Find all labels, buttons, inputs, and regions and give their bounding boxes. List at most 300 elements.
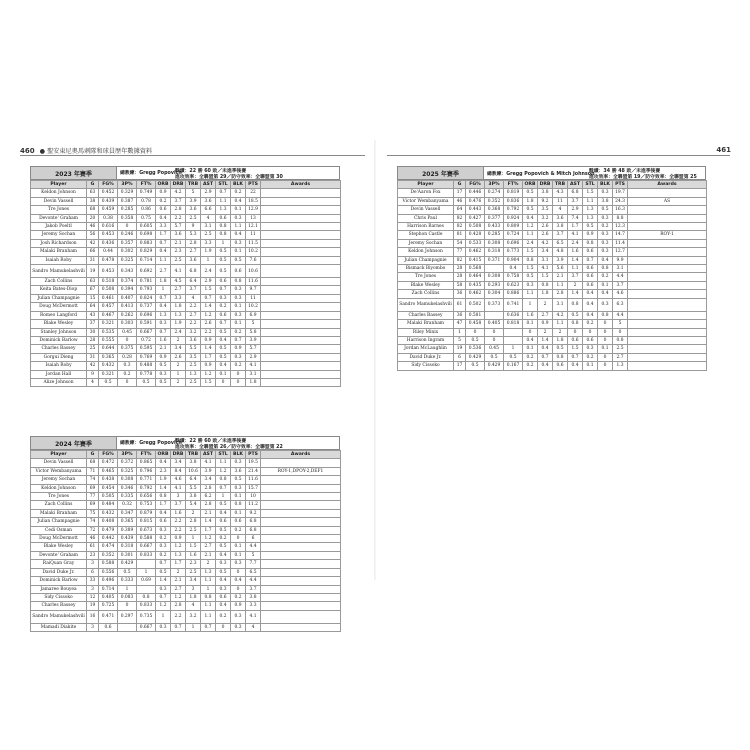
stat-cell: 4.2 <box>553 311 568 319</box>
stat-cell: 17 <box>454 189 466 197</box>
stat-cell: 0.4 <box>523 214 538 222</box>
stat-cell: 0.725 <box>99 602 118 610</box>
season-label: 2024 年賽季 <box>30 436 117 450</box>
stat-cell: 1.8 <box>171 303 186 311</box>
left-page-number: 460 <box>20 147 35 155</box>
stat-cell: 24.3 <box>613 197 628 205</box>
stat-cell <box>261 602 341 610</box>
stat-cell: 0.5 <box>523 273 538 281</box>
stat-cell: 5.6 <box>553 265 568 273</box>
stat-cell: 1 <box>216 239 231 247</box>
stat-cell: 0.6 <box>583 336 598 344</box>
stat-cell: 0.8 <box>216 223 231 231</box>
player-name-cell: Sidy Cissoko <box>398 362 454 370</box>
stat-cell: 0.408 <box>99 518 118 526</box>
stat-cell: 0.4 <box>216 509 231 517</box>
stat-cell: 0.605 <box>137 223 156 231</box>
stat-cell: 1.3 <box>186 370 201 378</box>
stat-cell: 46 <box>454 197 466 205</box>
stat-cell: 1.9 <box>171 320 186 328</box>
stat-cell: 0.5 <box>216 265 231 278</box>
stat-cell: 1.1 <box>568 265 583 273</box>
stat-cell: 2 <box>186 509 201 517</box>
table-row <box>398 197 707 205</box>
stat-cell: 1.2 <box>216 467 231 475</box>
stat-cell: 1 <box>201 256 216 264</box>
stat-cell: 16.3 <box>613 206 628 214</box>
stat-cell: 0.883 <box>137 239 156 247</box>
player-name-cell: Malaki Branham <box>31 248 87 256</box>
stat-cell: 3.7 <box>186 286 201 294</box>
stat-cell: 2 <box>553 328 568 336</box>
stat-cell: 0.304 <box>485 290 504 298</box>
stat-cell: 4.6 <box>171 476 186 484</box>
stat-cell: 82 <box>454 256 466 264</box>
season-label: 2023 年賽季 <box>30 166 117 180</box>
stat-cell: 82 <box>454 223 466 231</box>
player-name-cell: Devonte' Graham <box>31 551 87 559</box>
record-line: 戰績：22 勝 60 敗／未進季後賽 <box>175 168 247 174</box>
stat-cell <box>628 265 707 273</box>
stat-cell: 12.3 <box>613 223 628 231</box>
stat-cell <box>628 239 707 247</box>
player-name-cell: Victor Wembanyama <box>398 197 454 205</box>
stat-cell: 1.8 <box>186 593 201 601</box>
stat-cell <box>261 206 341 214</box>
stat-cell: 1.8 <box>523 197 538 205</box>
player-name-cell: Sandro Mamukelashvili <box>31 610 87 623</box>
column-header: PTS <box>613 181 628 189</box>
stat-cell: 11 <box>246 294 261 302</box>
stat-cell: 3.7 <box>171 197 186 205</box>
stat-cell: 16 <box>87 610 99 623</box>
stat-cell: 0.377 <box>485 214 504 222</box>
stat-cell: AS <box>628 197 707 205</box>
stat-cell: 0.4 <box>156 303 171 311</box>
stat-cell: 0.818 <box>504 320 523 328</box>
player-name-cell: David Duke Jr. <box>398 353 454 361</box>
stat-cell: 1.4 <box>156 484 171 492</box>
stat-cell: 0.7 <box>583 256 598 264</box>
stat-cell: 0.644 <box>99 345 118 353</box>
stat-cell: 1.7 <box>201 526 216 534</box>
stat-cell: 28 <box>87 336 99 344</box>
table-row <box>31 610 341 623</box>
stat-cell: 0.28 <box>118 353 137 361</box>
stat-cell: 0.4 <box>583 290 598 298</box>
stat-cell: 0.698 <box>137 231 156 239</box>
column-header: STL <box>583 181 598 189</box>
stat-cell: 0.3 <box>216 560 231 568</box>
table-row <box>398 362 707 370</box>
stat-cell: 0.462 <box>466 248 485 256</box>
stat-cell: 0.568 <box>466 265 485 273</box>
player-name-cell: RaiQuan Gray <box>31 560 87 568</box>
stat-cell: 2 <box>568 281 583 289</box>
stat-cell <box>504 336 523 344</box>
stat-cell: 0.374 <box>118 278 137 286</box>
stat-cell: 0.735 <box>137 610 156 623</box>
player-name-cell: De'Aaron Fox <box>398 189 454 197</box>
stat-cell: 1 <box>156 610 171 623</box>
stat-cell: 0.371 <box>485 256 504 264</box>
stat-cell: 0.588 <box>137 535 156 543</box>
table-row <box>398 353 707 361</box>
stat-cell: 1.1 <box>156 256 171 264</box>
stat-cell: 2.2 <box>171 214 186 222</box>
stat-cell: 5 <box>454 336 466 344</box>
stat-cell: 0.667 <box>137 543 156 551</box>
table-row <box>31 256 341 264</box>
stat-cell: 2.9 <box>201 189 216 197</box>
stat-cell: 1 <box>186 623 201 631</box>
stat-cell: 3.6 <box>186 206 201 214</box>
stat-cell: 0.435 <box>466 281 485 289</box>
table-row <box>398 231 707 239</box>
player-name-cell: Harrison Ingram <box>398 336 454 344</box>
stat-cell: 0 <box>231 535 246 543</box>
stat-cell <box>261 320 341 328</box>
stat-cell: 1.6 <box>523 311 538 319</box>
stat-cell: 3.9 <box>553 256 568 264</box>
stat-cell: 0.4 <box>231 197 246 205</box>
stat-cell: 72 <box>87 526 99 534</box>
stat-cell: 4.4 <box>246 543 261 551</box>
stat-cell <box>628 206 707 214</box>
stat-cell: 7.4 <box>568 214 583 222</box>
table-row <box>31 593 341 601</box>
stat-cell: 12 <box>87 593 99 601</box>
stat-cell: 1.1 <box>231 223 246 231</box>
stat-cell: 3.3 <box>171 294 186 302</box>
stat-cell <box>261 459 341 467</box>
table-row <box>31 543 341 551</box>
player-name-cell: Dominick Barlow <box>31 577 87 585</box>
stat-cell: 0.6 <box>583 248 598 256</box>
stat-cell: 1.1 <box>553 320 568 328</box>
stat-cell: 0.7 <box>156 560 171 568</box>
stat-cell: 2.9 <box>568 206 583 214</box>
stat-cell: 0 <box>598 336 613 344</box>
stat-cell: 2.7 <box>186 248 201 256</box>
stat-cell: 1.7 <box>156 501 171 509</box>
stat-cell: 0.7 <box>568 353 583 361</box>
stat-cell <box>261 336 341 344</box>
stat-cell: 2.2 <box>186 320 201 328</box>
stat-cell: 0.6 <box>99 623 118 631</box>
stat-cell: 0 <box>598 328 613 336</box>
stat-cell: 0 <box>231 378 246 386</box>
stat-cell: 0.8 <box>201 593 216 601</box>
stat-cell: 0.792 <box>504 206 523 214</box>
stat-cell: 2.7 <box>171 286 186 294</box>
stat-cell <box>261 370 341 378</box>
stat-cell: 0.303 <box>118 320 137 328</box>
stat-cell: 0.471 <box>99 610 118 623</box>
player-name-cell: Chris Paul <box>398 214 454 222</box>
left-page-title: 聖安東尼奧馬刺隊和球員歷年數據資料 <box>46 148 153 155</box>
stat-cell: 0.6 <box>216 311 231 319</box>
table-row <box>31 206 341 214</box>
stat-cell: 2.4 <box>171 328 186 336</box>
stat-cell: 1.2 <box>201 370 216 378</box>
stat-cell: 1.1 <box>201 610 216 623</box>
stat-cell: 1 <box>504 345 523 353</box>
table-row <box>398 336 707 344</box>
stat-cell: 0.7 <box>156 328 171 336</box>
stat-cell: 2.8 <box>186 518 201 526</box>
stat-cell: 0.3 <box>231 560 246 568</box>
stat-cell: 4.8 <box>553 248 568 256</box>
stat-cell: 0.667 <box>137 623 156 631</box>
table-row <box>398 265 707 273</box>
table-row <box>31 214 341 222</box>
player-name-cell: Sandro Mamukelashvili <box>398 298 454 311</box>
stat-cell: 0.478 <box>99 256 118 264</box>
table-row <box>31 551 341 559</box>
stat-cell: 0.5 <box>216 501 231 509</box>
stat-cell: 0.4 <box>216 362 231 370</box>
stat-cell: 0.1 <box>583 362 598 370</box>
table-header-row <box>31 451 341 459</box>
stat-cell: 0.3 <box>156 543 171 551</box>
stat-cell: 1.8 <box>553 336 568 344</box>
stat-cell: 0.749 <box>137 189 156 197</box>
stat-cell: 1 <box>201 585 216 593</box>
player-name-cell: Zach Collins <box>398 290 454 298</box>
stat-cell: 0 <box>231 370 246 378</box>
stat-cell: 6.5 <box>553 239 568 247</box>
stat-cell: 2.5 <box>186 568 201 576</box>
stat-cell: 0.836 <box>504 197 523 205</box>
stat-cell: 0.3 <box>156 320 171 328</box>
stat-cell: 0 <box>598 320 613 328</box>
stat-cell: 0 <box>485 328 504 336</box>
stat-cell: 2.5 <box>186 526 201 534</box>
stat-cell <box>628 362 707 370</box>
stat-cell: 0.3 <box>231 311 246 319</box>
stat-cell: 0.4 <box>156 214 171 222</box>
stat-cell: 2.1 <box>171 239 186 247</box>
stat-cell: 1.3 <box>201 568 216 576</box>
stat-cell: 0.5 <box>523 206 538 214</box>
stat-cell <box>261 223 341 231</box>
stat-cell: 1.5 <box>583 189 598 197</box>
stat-cell: 2.5 <box>186 214 201 222</box>
stat-cell: 0.4 <box>156 459 171 467</box>
table-row <box>31 328 341 336</box>
stat-cell: 0.5 <box>137 378 156 386</box>
stat-cell: 0.815 <box>137 518 156 526</box>
player-name-cell: Bismack Biyombo <box>398 265 454 273</box>
stat-cell: 2.7 <box>186 311 201 319</box>
table-row <box>31 568 341 576</box>
stat-cell <box>261 214 341 222</box>
stat-cell: 0.9 <box>201 362 216 370</box>
stat-cell: 9.9 <box>613 256 628 264</box>
stat-cell: 0.3 <box>231 286 246 294</box>
stat-cell: 1 <box>186 535 201 543</box>
stat-cell <box>261 585 341 593</box>
stat-cell: 0.308 <box>118 476 137 484</box>
stat-cell: 4 <box>201 214 216 222</box>
stat-cell: 2.8 <box>201 484 216 492</box>
table-row <box>398 214 707 222</box>
column-header: Player <box>31 451 87 459</box>
stat-cell: 6.8 <box>246 518 261 526</box>
stat-cell: 6 <box>87 568 99 576</box>
stat-cell: 2.6 <box>538 223 553 231</box>
stat-cell: 0.8 <box>523 256 538 264</box>
stat-cell: 0.2 <box>231 328 246 336</box>
stat-cell: 0.5 <box>231 256 246 264</box>
column-header: 3P% <box>485 181 504 189</box>
stat-cell: 22 <box>246 189 261 197</box>
stat-cell: 0.5 <box>216 248 231 256</box>
table-row <box>31 239 341 247</box>
stat-cell: 0.4 <box>568 362 583 370</box>
table-row <box>31 231 341 239</box>
stat-cell: 2.1 <box>156 345 171 353</box>
stat-cell: 0.454 <box>99 484 118 492</box>
stat-cell: 5.8 <box>246 328 261 336</box>
stat-cell: 46 <box>87 535 99 543</box>
table-row <box>31 509 341 517</box>
stat-cell: 0.2 <box>583 353 598 361</box>
stat-cell: 0.7 <box>231 336 246 344</box>
stat-cell: 1.9 <box>201 248 216 256</box>
stat-cell: 6.3 <box>613 298 628 311</box>
record-line: 戰績：22 勝 60 敗／未進季後賽 <box>175 438 247 444</box>
stat-cell: 0.325 <box>118 467 137 475</box>
stat-cell: 0.405 <box>99 593 118 601</box>
stat-cell: 0.6 <box>231 265 246 278</box>
player-name-cell: Sidy Cissoko <box>31 593 87 601</box>
stat-cell: 9.7 <box>246 286 261 294</box>
stat-cell: 0.3 <box>231 610 246 623</box>
stat-cell: 3.7 <box>553 231 568 239</box>
stat-cell: 10.2 <box>246 248 261 256</box>
table-row <box>31 484 341 492</box>
stat-cell: 1.6 <box>186 551 201 559</box>
stat-cell: 0.453 <box>99 265 118 278</box>
stat-cell: 0.394 <box>118 286 137 294</box>
stat-cell: 0.502 <box>466 298 485 311</box>
stat-cell: 0.8 <box>568 298 583 311</box>
stat-cell: 0.69 <box>137 577 156 585</box>
stat-cell: 0.833 <box>137 602 156 610</box>
stat-cell: 20 <box>87 214 99 222</box>
stat-cell: 0.724 <box>504 231 523 239</box>
stat-cell: 0.4 <box>583 311 598 319</box>
stat-cell: 25 <box>87 345 99 353</box>
stat-cell: 69 <box>87 484 99 492</box>
stat-cell: 10 <box>246 493 261 501</box>
stat-cell: 1.2 <box>171 543 186 551</box>
player-name-cell: Malaki Branham <box>398 320 454 328</box>
stat-cell: 0.696 <box>504 239 523 247</box>
stat-cell: 3.7 <box>171 501 186 509</box>
stat-cell: 0.5 <box>99 378 118 386</box>
stat-cell: 58 <box>454 281 466 289</box>
stat-cell: 64 <box>454 206 466 214</box>
efficiency-line: 進攻效率：全聯盟第 29／防守效率：全聯盟第 30 <box>175 174 283 180</box>
stat-cell: 30 <box>87 328 99 336</box>
stat-cell: 0.285 <box>485 231 504 239</box>
stat-cell: 0.9 <box>583 231 598 239</box>
column-header: G <box>87 451 99 459</box>
table-row <box>398 345 707 353</box>
stat-cell: 0.3 <box>598 189 613 197</box>
stat-cell: 0.5 <box>553 345 568 353</box>
stat-cell: 15.7 <box>246 484 261 492</box>
table-row <box>398 223 707 231</box>
stat-cell: 2.1 <box>201 551 216 559</box>
stat-cell: 0.3 <box>231 353 246 361</box>
stat-cell: 0.2 <box>156 197 171 205</box>
stat-cell: 0.3 <box>156 370 171 378</box>
stat-cell: 1.7 <box>568 223 583 231</box>
stat-cell: 77 <box>87 493 99 501</box>
stat-cell: 2.5 <box>186 362 201 370</box>
stat-cell: 0.8 <box>598 311 613 319</box>
stat-cell: 0.692 <box>137 265 156 278</box>
stat-cell: 5.7 <box>246 345 261 353</box>
stat-cell: 0 <box>523 328 538 336</box>
table-row <box>31 265 341 278</box>
stat-cell: 0.6 <box>216 214 231 222</box>
stat-cell: 0.7 <box>201 294 216 302</box>
stat-cell: 47 <box>454 320 466 328</box>
stat-cell: 0.3 <box>523 281 538 289</box>
stat-cell: 0.352 <box>485 197 504 205</box>
stat-cell: 0.321 <box>99 370 118 378</box>
stat-cell: 3.1 <box>246 370 261 378</box>
stat-cell: 0.4 <box>598 256 613 264</box>
player-name-cell: David Duke Jr. <box>31 568 87 576</box>
table-row <box>31 501 341 509</box>
stat-cell: 0.405 <box>485 320 504 328</box>
stat-cell: 3.3 <box>156 223 171 231</box>
stat-cell <box>261 265 341 278</box>
stat-cell: 3.9 <box>246 336 261 344</box>
stat-cell: 2.5 <box>171 256 186 264</box>
stat-cell: 11.2 <box>246 501 261 509</box>
table-row <box>31 467 341 475</box>
stat-cell: 0.373 <box>485 298 504 311</box>
stat-cell: 0.1 <box>231 551 246 559</box>
stat-cell: 4 <box>553 206 568 214</box>
stat-cell: 0.415 <box>466 256 485 264</box>
stat-cell: 3.5 <box>186 353 201 361</box>
stat-cell: 0.32 <box>118 501 137 509</box>
stat-cell: 0 <box>118 602 137 610</box>
stat-cell: 0.413 <box>118 303 137 311</box>
stat-cell <box>261 501 341 509</box>
head-coach: 總教練：Gregg Popovich <box>120 171 182 176</box>
stat-cell: 0.167 <box>504 362 523 370</box>
stat-cell: 0.9 <box>538 320 553 328</box>
stat-cell: 28 <box>454 273 466 281</box>
stat-cell: 0 <box>466 328 485 336</box>
stat-cell: 0.45 <box>118 328 137 336</box>
stat-cell: 0.4 <box>216 577 231 585</box>
stat-cell <box>261 256 341 264</box>
left-header-rule <box>20 155 365 156</box>
stat-cell: 0.1 <box>231 303 246 311</box>
stat-cell: 0.781 <box>137 278 156 286</box>
stat-cell: 0.86 <box>137 206 156 214</box>
